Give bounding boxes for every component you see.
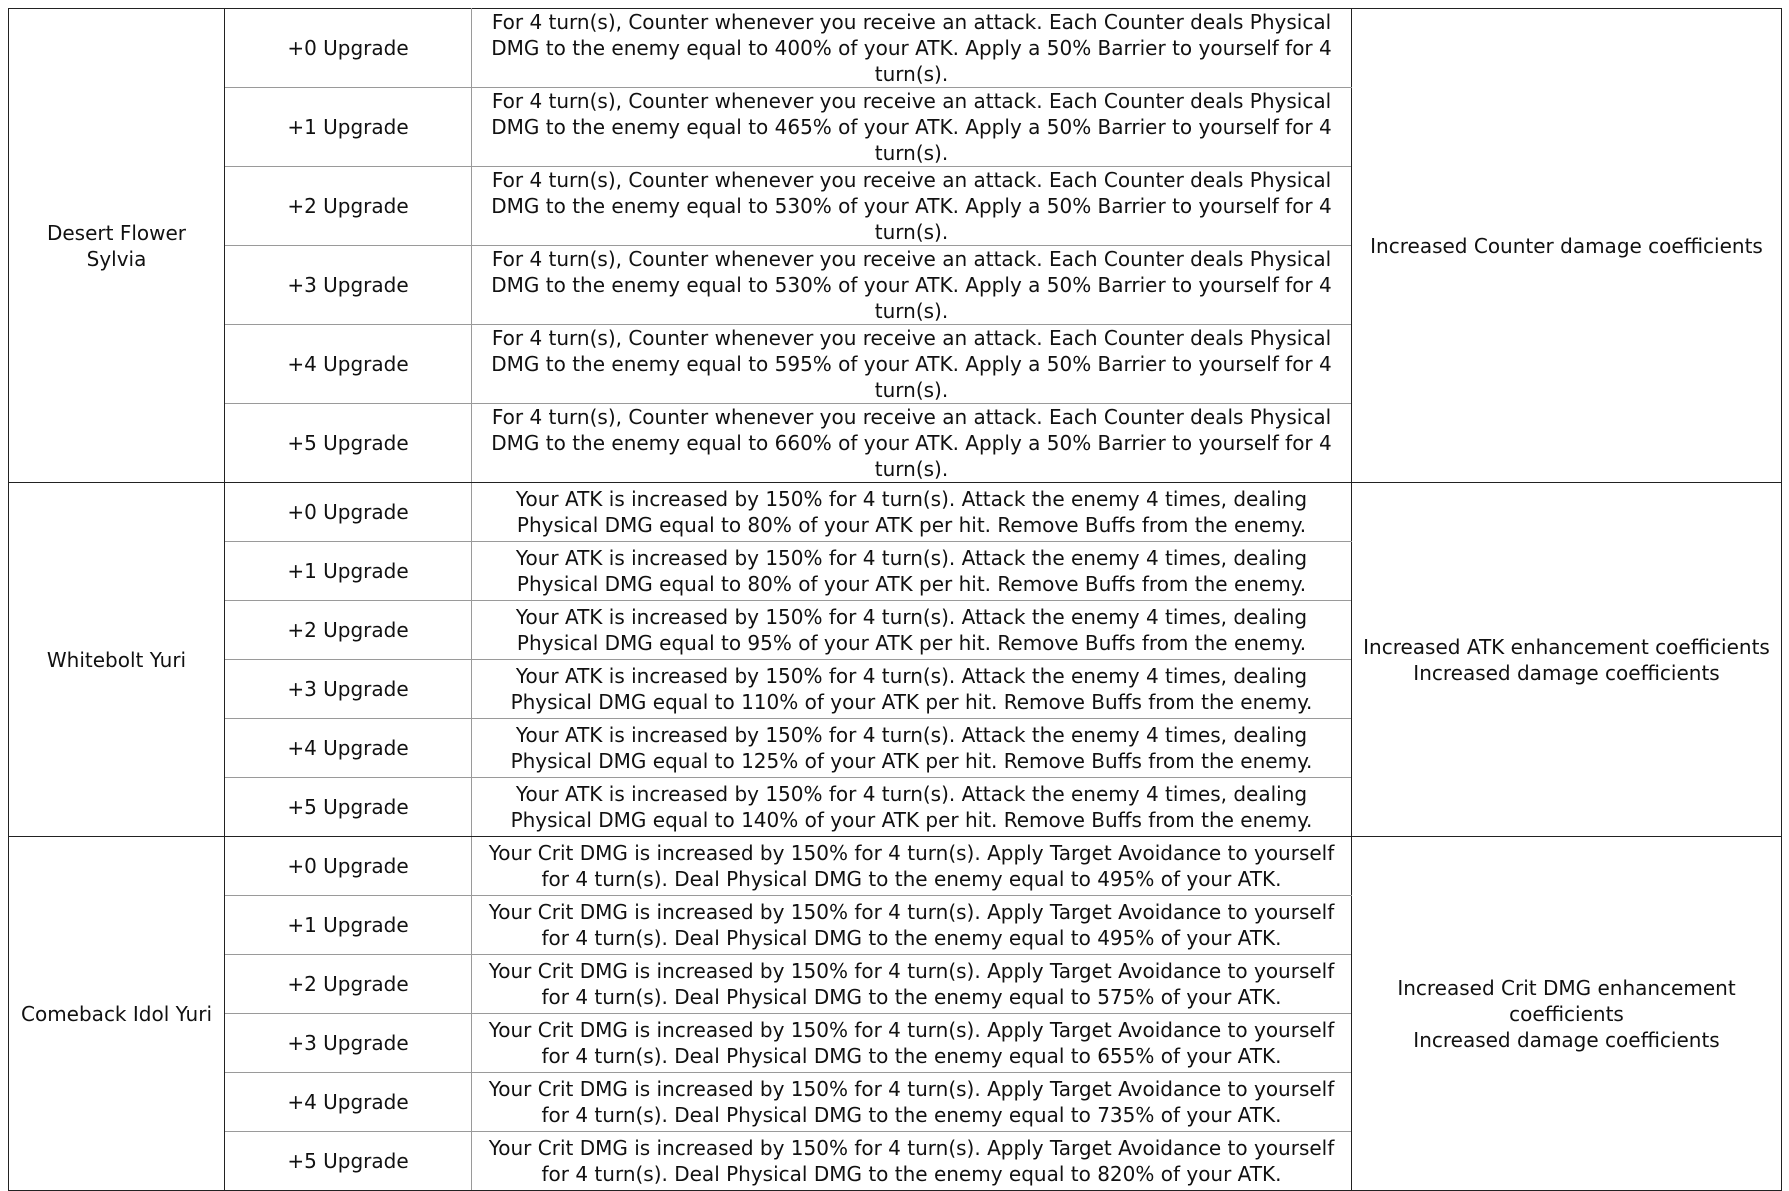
upgrade-level-cell: +0 Upgrade — [225, 9, 472, 88]
upgrade-level-cell: +4 Upgrade — [225, 719, 472, 778]
upgrade-summary-line: Increased damage coefficients — [1413, 1027, 1720, 1052]
upgrade-level-cell: +5 Upgrade — [225, 404, 472, 483]
skill-description-cell: Your ATK is increased by 150% for 4 turn(s). Attack the enemy 4 times, dealing Physical DMG equal to 80% of your ATK per hit. Remove Buffs from the enemy. — [472, 542, 1352, 601]
upgrade-level-cell: +4 Upgrade — [225, 1073, 472, 1132]
upgrade-level-cell: +3 Upgrade — [225, 1014, 472, 1073]
upgrade-level-cell: +5 Upgrade — [225, 1132, 472, 1191]
table-row — [9, 837, 1782, 896]
upgrade-summary-line: Increased Counter damage coefficients — [1370, 233, 1763, 258]
skill-description-cell: For 4 turn(s), Counter whenever you receive an attack. Each Counter deals Physical DMG to the enemy equal to 530% of your ATK. Apply a 50% Barrier to yourself for 4 turn(s). — [472, 246, 1352, 325]
upgrade-summary-line: Increased ATK enhancement coefficients — [1363, 634, 1770, 659]
upgrade-level-cell: +0 Upgrade — [225, 837, 472, 896]
upgrade-level-cell: +3 Upgrade — [225, 660, 472, 719]
skill-description-cell: For 4 turn(s), Counter whenever you receive an attack. Each Counter deals Physical DMG to the enemy equal to 530% of your ATK. Apply a 50% Barrier to yourself for 4 turn(s). — [472, 167, 1352, 246]
skill-description-cell: Your Crit DMG is increased by 150% for 4 turn(s). Apply Target Avoidance to yourself for 4 turn(s). Deal Physical DMG to the enemy equal to 495% of your ATK. — [472, 896, 1352, 955]
upgrade-table-body — [9, 9, 1782, 1191]
upgrade-summary-line: Increased Crit DMG enhancement coefficients — [1397, 975, 1736, 1026]
skill-description-cell: Your Crit DMG is increased by 150% for 4 turn(s). Apply Target Avoidance to yourself for 4 turn(s). Deal Physical DMG to the enemy equal to 655% of your ATK. — [472, 1014, 1352, 1073]
upgrade-summary-cell — [1352, 837, 1782, 1191]
skill-description-cell: Your Crit DMG is increased by 150% for 4 turn(s). Apply Target Avoidance to yourself for 4 turn(s). Deal Physical DMG to the enemy equal to 495% of your ATK. — [472, 837, 1352, 896]
upgrade-summary-cell — [1352, 9, 1782, 483]
skill-description-cell: Your ATK is increased by 150% for 4 turn(s). Attack the enemy 4 times, dealing Physical DMG equal to 95% of your ATK per hit. Remove Buffs from the enemy. — [472, 601, 1352, 660]
character-name-cell: Desert Flower Sylvia — [9, 9, 225, 483]
skill-description-cell: Your ATK is increased by 150% for 4 turn(s). Attack the enemy 4 times, dealing Physical DMG equal to 140% of your ATK per hit. Remove Buffs from the enemy. — [472, 778, 1352, 837]
skill-description-cell: Your ATK is increased by 150% for 4 turn(s). Attack the enemy 4 times, dealing Physical DMG equal to 110% of your ATK per hit. Remove Buffs from the enemy. — [472, 660, 1352, 719]
upgrade-level-cell: +2 Upgrade — [225, 955, 472, 1014]
upgrade-level-cell: +1 Upgrade — [225, 542, 472, 601]
skill-description-cell: For 4 turn(s), Counter whenever you receive an attack. Each Counter deals Physical DMG to the enemy equal to 465% of your ATK. Apply a 50% Barrier to yourself for 4 turn(s). — [472, 88, 1352, 167]
skill-description-cell: For 4 turn(s), Counter whenever you receive an attack. Each Counter deals Physical DMG to the enemy equal to 400% of your ATK. Apply a 50% Barrier to yourself for 4 turn(s). — [472, 9, 1352, 88]
character-name-cell: Whitebolt Yuri — [9, 483, 225, 837]
upgrade-level-cell: +5 Upgrade — [225, 778, 472, 837]
upgrade-level-cell: +2 Upgrade — [225, 601, 472, 660]
table-row — [9, 9, 1782, 88]
skill-description-cell: Your Crit DMG is increased by 150% for 4 turn(s). Apply Target Avoidance to yourself for 4 turn(s). Deal Physical DMG to the enemy equal to 575% of your ATK. — [472, 955, 1352, 1014]
upgrade-level-cell: +1 Upgrade — [225, 88, 472, 167]
upgrade-table — [8, 8, 1782, 1191]
skill-description-cell: Your Crit DMG is increased by 150% for 4 turn(s). Apply Target Avoidance to yourself for 4 turn(s). Deal Physical DMG to the enemy equal to 820% of your ATK. — [472, 1132, 1352, 1191]
character-name-cell: Comeback Idol Yuri — [9, 837, 225, 1191]
upgrade-level-cell: +3 Upgrade — [225, 246, 472, 325]
skill-description-cell: For 4 turn(s), Counter whenever you receive an attack. Each Counter deals Physical DMG to the enemy equal to 595% of your ATK. Apply a 50% Barrier to yourself for 4 turn(s). — [472, 325, 1352, 404]
skill-description-cell: Your ATK is increased by 150% for 4 turn(s). Attack the enemy 4 times, dealing Physical DMG equal to 80% of your ATK per hit. Remove Buffs from the enemy. — [472, 483, 1352, 542]
upgrade-summary-line: Increased damage coefficients — [1413, 660, 1720, 685]
upgrade-level-cell: +0 Upgrade — [225, 483, 472, 542]
skill-description-cell: Your Crit DMG is increased by 150% for 4 turn(s). Apply Target Avoidance to yourself for 4 turn(s). Deal Physical DMG to the enemy equal to 735% of your ATK. — [472, 1073, 1352, 1132]
upgrade-level-cell: +2 Upgrade — [225, 167, 472, 246]
upgrade-level-cell: +4 Upgrade — [225, 325, 472, 404]
skill-description-cell: Your ATK is increased by 150% for 4 turn(s). Attack the enemy 4 times, dealing Physical DMG equal to 125% of your ATK per hit. Remove Buffs from the enemy. — [472, 719, 1352, 778]
upgrade-level-cell: +1 Upgrade — [225, 896, 472, 955]
upgrade-summary-cell — [1352, 483, 1782, 837]
table-row — [9, 483, 1782, 542]
skill-description-cell: For 4 turn(s), Counter whenever you receive an attack. Each Counter deals Physical DMG to the enemy equal to 660% of your ATK. Apply a 50% Barrier to yourself for 4 turn(s). — [472, 404, 1352, 483]
